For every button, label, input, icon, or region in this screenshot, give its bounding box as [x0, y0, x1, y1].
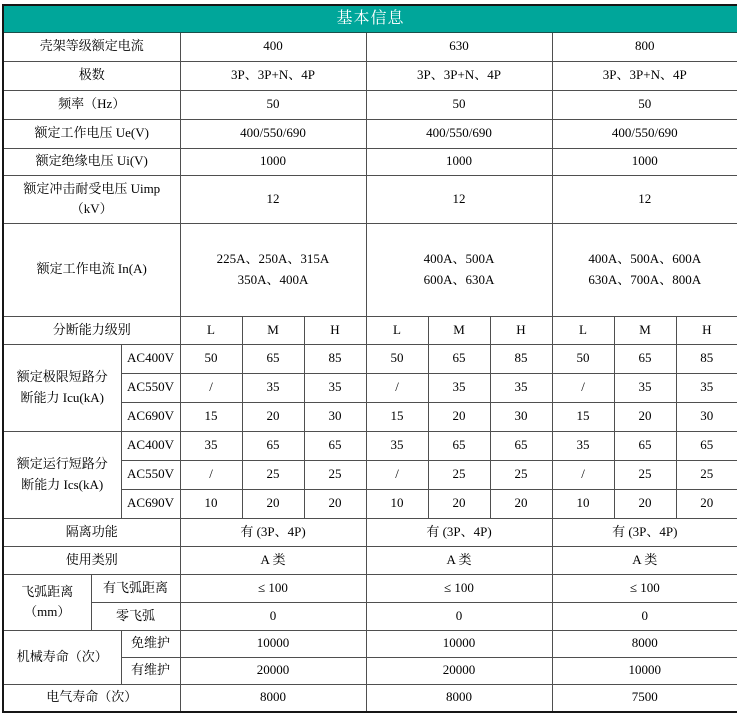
isolation-label: 隔离功能: [3, 518, 180, 546]
frequency-value-2: 50: [552, 90, 737, 119]
icu-sub-2-value-0: 15: [180, 402, 242, 431]
icu-sub-2-value-7: 20: [614, 402, 676, 431]
impulse-voltage-label-line2: （kV）: [70, 201, 113, 216]
frame-current-value-1: 630: [366, 32, 552, 61]
icu-sub-2-value-1: 20: [242, 402, 304, 431]
icu-sub-1-value-6: /: [552, 373, 614, 402]
ics-sub-0-value-1: 65: [242, 431, 304, 460]
rated-current-value-1-line2: 600A、630A: [423, 271, 495, 287]
ics-sub-0-value-4: 65: [428, 431, 490, 460]
isolation-value-2: 有 (3P、4P): [552, 518, 737, 546]
ics-sub-0-value-8: 65: [676, 431, 737, 460]
icu-sub-2-value-2: 30: [304, 402, 366, 431]
rated-current-value-1-line1: 400A、500A: [423, 251, 495, 267]
icu-sub-0-value-1: 65: [242, 344, 304, 373]
breaking-level-value-6: L: [552, 316, 614, 344]
ics-sub-1-value-4: 25: [428, 460, 490, 489]
ics-sub-2-value-3: 10: [366, 489, 428, 518]
insulation-voltage-value-2: 1000: [552, 148, 737, 175]
arcing-sub-1-value-1: 0: [366, 602, 552, 630]
rated-current-value-2-line1: 400A、500A、600A: [588, 251, 702, 267]
icu-sub-0-value-6: 50: [552, 344, 614, 373]
ics-sub-2-value-7: 20: [614, 489, 676, 518]
rated-current-value-0-line1: 225A、250A、315A: [216, 251, 330, 267]
impulse-voltage-value-0: 12: [180, 175, 366, 223]
icu-sub-0-value-4: 65: [428, 344, 490, 373]
icu-sub-0-value-3: 50: [366, 344, 428, 373]
poles-label: 极数: [3, 61, 180, 90]
frequency-value-0: 50: [180, 90, 366, 119]
mech-life-sub-0-value-1: 10000: [366, 630, 552, 657]
ics-sub-1-value-2: 25: [304, 460, 366, 489]
isolation-value-0: 有 (3P、4P): [180, 518, 366, 546]
ics-label-line1: 额定运行短路分: [16, 456, 108, 472]
icu-sub-0-value-0: 50: [180, 344, 242, 373]
arcing-label-line1: 飞弧距离: [21, 583, 74, 599]
icu-sub-1-value-3: /: [366, 373, 428, 402]
ics-sub-1-value-0: /: [180, 460, 242, 489]
mech-life-sub-1-value-2: 10000: [552, 657, 737, 684]
rated-voltage-label: 额定工作电压 Ue(V): [3, 119, 180, 148]
ics-sub-0-value-2: 65: [304, 431, 366, 460]
rated-current-value-2-line2: 630A、700A、800A: [588, 271, 702, 287]
icu-sub-0-label: AC400V: [121, 344, 180, 373]
poles-value-0: 3P、3P+N、4P: [180, 61, 366, 90]
icu-label: [3, 344, 121, 431]
breaking-level-value-0: L: [180, 316, 242, 344]
utilization-value-1: A 类: [366, 546, 552, 574]
mech-life-sub-1-label: 有维护: [121, 657, 180, 684]
ics-sub-2-value-4: 20: [428, 489, 490, 518]
frequency-value-1: 50: [366, 90, 552, 119]
arcing-sub-1-label: 零飞弧: [91, 602, 180, 630]
icu-sub-0-value-7: 65: [614, 344, 676, 373]
elec-life-value-2: 7500: [552, 684, 737, 712]
icu-sub-2-value-5: 30: [490, 402, 552, 431]
utilization-value-2: A 类: [552, 546, 737, 574]
rated-current-label: 额定工作电流 In(A): [3, 223, 180, 316]
breaking-level-value-2: H: [304, 316, 366, 344]
ics-sub-1-value-5: 25: [490, 460, 552, 489]
breaking-level-value-4: M: [428, 316, 490, 344]
ics-sub-0-label: AC400V: [121, 431, 180, 460]
icu-sub-2-value-3: 15: [366, 402, 428, 431]
icu-sub-2-value-6: 15: [552, 402, 614, 431]
basic-info-table: [2, 4, 737, 713]
icu-sub-1-value-0: /: [180, 373, 242, 402]
icu-sub-1-value-5: 35: [490, 373, 552, 402]
insulation-voltage-label: 额定绝缘电压 Ui(V): [3, 148, 180, 175]
frame-current-value-0: 400: [180, 32, 366, 61]
mech-life-sub-1-value-1: 20000: [366, 657, 552, 684]
mech-life-sub-0-value-2: 8000: [552, 630, 737, 657]
poles-value-1: 3P、3P+N、4P: [366, 61, 552, 90]
ics-sub-1-value-3: /: [366, 460, 428, 489]
rated-voltage-value-2: 400/550/690: [552, 119, 737, 148]
arcing-label: [3, 574, 91, 630]
icu-sub-2-value-4: 20: [428, 402, 490, 431]
isolation-value-1: 有 (3P、4P): [366, 518, 552, 546]
ics-sub-2-value-1: 20: [242, 489, 304, 518]
icu-sub-1-value-2: 35: [304, 373, 366, 402]
ics-sub-2-value-0: 10: [180, 489, 242, 518]
poles-value-2: 3P、3P+N、4P: [552, 61, 737, 90]
rated-current-value-0-line2: 350A、400A: [237, 271, 309, 287]
breaking-level-value-1: M: [242, 316, 304, 344]
breaking-level-label: 分断能力级别: [3, 316, 180, 344]
ics-label: [3, 431, 121, 518]
mech-life-sub-0-value-0: 10000: [180, 630, 366, 657]
ics-sub-1-value-8: 25: [676, 460, 737, 489]
mech-life-sub-1-value-0: 20000: [180, 657, 366, 684]
arcing-label-line2: （mm）: [24, 604, 71, 619]
rated-voltage-value-0: 400/550/690: [180, 119, 366, 148]
arcing-sub-1-value-0: 0: [180, 602, 366, 630]
frame-current-value-2: 800: [552, 32, 737, 61]
icu-sub-0-value-8: 85: [676, 344, 737, 373]
arcing-sub-0-value-0: ≤ 100: [180, 574, 366, 602]
breaking-level-value-3: L: [366, 316, 428, 344]
ics-sub-0-value-0: 35: [180, 431, 242, 460]
breaking-level-value-7: M: [614, 316, 676, 344]
icu-sub-2-label: AC690V: [121, 402, 180, 431]
rated-voltage-value-1: 400/550/690: [366, 119, 552, 148]
icu-sub-0-value-5: 85: [490, 344, 552, 373]
ics-sub-1-value-1: 25: [242, 460, 304, 489]
breaking-level-value-5: H: [490, 316, 552, 344]
elec-life-label: 电气寿命（次）: [3, 684, 180, 712]
insulation-voltage-value-1: 1000: [366, 148, 552, 175]
insulation-voltage-value-0: 1000: [180, 148, 366, 175]
rated-current-value-2: [552, 223, 737, 316]
ics-sub-0-value-5: 65: [490, 431, 552, 460]
ics-sub-1-value-6: /: [552, 460, 614, 489]
utilization-label: 使用类别: [3, 546, 180, 574]
ics-sub-0-value-7: 65: [614, 431, 676, 460]
mech-life-sub-0-label: 免维护: [121, 630, 180, 657]
frame-current-label: 壳架等级额定电流: [3, 32, 180, 61]
ics-sub-2-value-2: 20: [304, 489, 366, 518]
elec-life-value-1: 8000: [366, 684, 552, 712]
ics-sub-2-value-8: 20: [676, 489, 737, 518]
icu-sub-1-value-8: 35: [676, 373, 737, 402]
ics-sub-2-value-6: 10: [552, 489, 614, 518]
arcing-sub-1-value-2: 0: [552, 602, 737, 630]
arcing-sub-0-label: 有飞弧距离: [91, 574, 180, 602]
arcing-sub-0-value-2: ≤ 100: [552, 574, 737, 602]
icu-sub-0-value-2: 85: [304, 344, 366, 373]
ics-sub-1-value-7: 25: [614, 460, 676, 489]
impulse-voltage-value-2: 12: [552, 175, 737, 223]
table-title: 基本信息: [3, 5, 737, 32]
utilization-value-0: A 类: [180, 546, 366, 574]
rated-current-value-0: [180, 223, 366, 316]
ics-sub-1-label: AC550V: [121, 460, 180, 489]
icu-sub-1-value-7: 35: [614, 373, 676, 402]
icu-label-line1: 额定极限短路分: [16, 369, 108, 385]
breaking-level-value-8: H: [676, 316, 737, 344]
icu-sub-1-value-1: 35: [242, 373, 304, 402]
ics-sub-2-label: AC690V: [121, 489, 180, 518]
ics-label-line2: 断能力 Ics(kA): [21, 476, 104, 492]
impulse-voltage-value-1: 12: [366, 175, 552, 223]
impulse-voltage-label: [3, 175, 180, 223]
icu-sub-2-value-8: 30: [676, 402, 737, 431]
icu-sub-1-label: AC550V: [121, 373, 180, 402]
icu-label-line2: 断能力 Icu(kA): [20, 389, 104, 405]
ics-sub-0-value-3: 35: [366, 431, 428, 460]
arcing-sub-0-value-1: ≤ 100: [366, 574, 552, 602]
frequency-label: 频率（Hz）: [3, 90, 180, 119]
ics-sub-2-value-5: 20: [490, 489, 552, 518]
rated-current-value-1: [366, 223, 552, 316]
impulse-voltage-label-line1: 额定冲击耐受电压 Uimp: [23, 180, 161, 196]
elec-life-value-0: 8000: [180, 684, 366, 712]
mech-life-label: 机械寿命（次）: [3, 630, 121, 684]
icu-sub-1-value-4: 35: [428, 373, 490, 402]
ics-sub-0-value-6: 35: [552, 431, 614, 460]
